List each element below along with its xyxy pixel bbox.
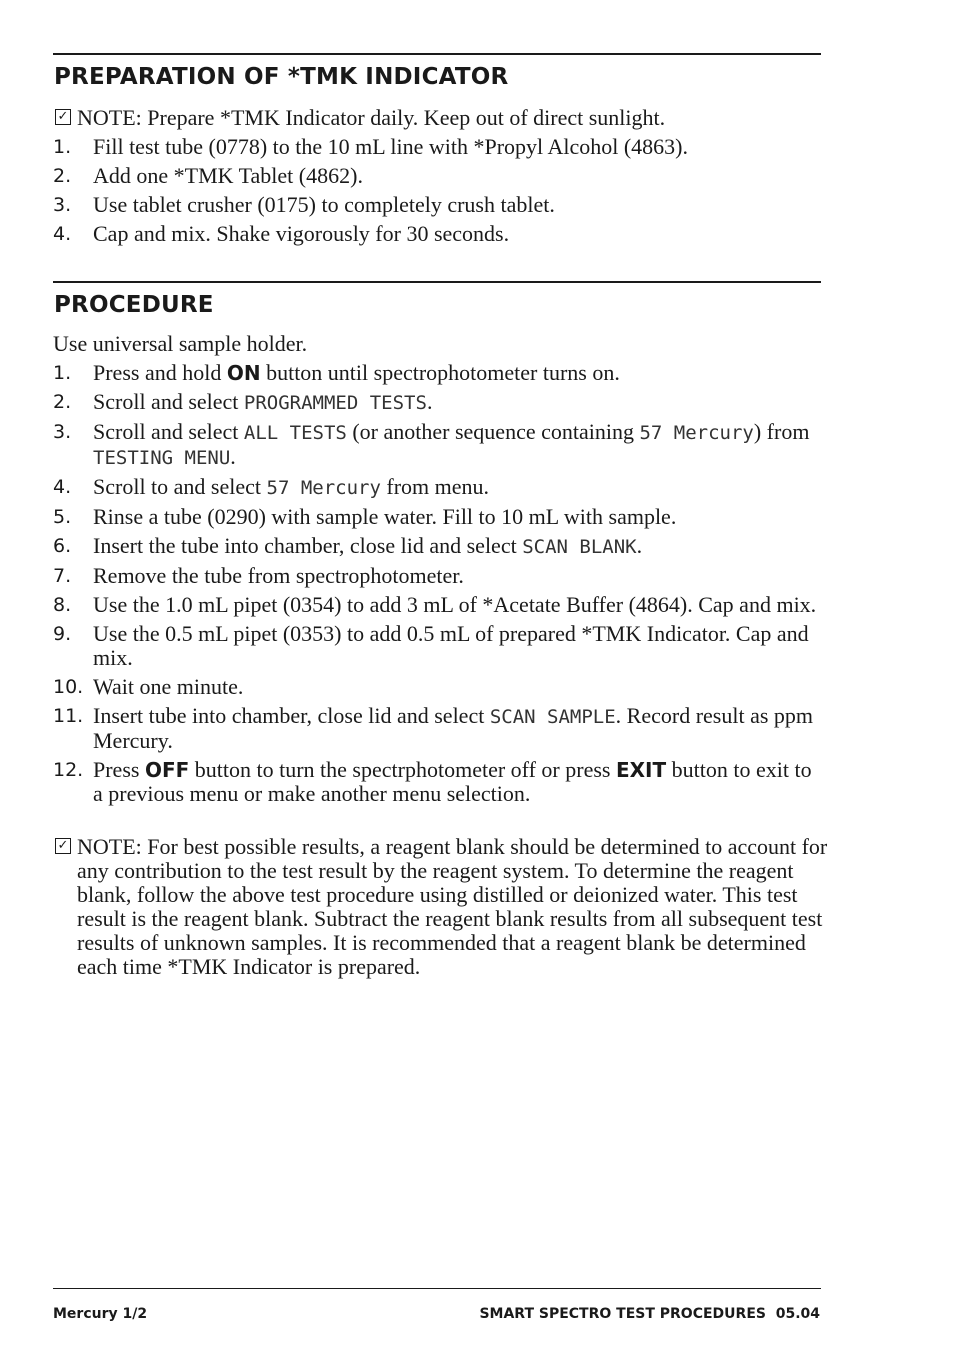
procedure-step <box>53 420 823 470</box>
display-text: SCAN BLANK <box>522 536 637 558</box>
step-text: Cap and mix. Shake vigorously for 30 seconds. <box>93 221 510 246</box>
step-number: 4. <box>53 476 72 498</box>
prep-steps <box>53 135 823 251</box>
step-number: 2. <box>53 165 72 187</box>
procedure-step <box>53 593 823 617</box>
step-text: Scroll and select <box>93 389 244 414</box>
step-text: . <box>636 533 643 558</box>
step-number: 2. <box>53 391 72 413</box>
prep-step <box>53 193 823 217</box>
step-text: Use the 0.5 mL pipet (0353) to add 0.5 mL of prepared *TMK Indicator. Cap and mix. <box>93 621 809 670</box>
procedure-steps <box>53 361 823 811</box>
prep-step <box>53 222 823 246</box>
procedure-note <box>53 835 847 979</box>
step-text: button to turn the spectrphotometer off or press <box>189 757 616 782</box>
procedure-step <box>53 390 823 415</box>
procedure-step <box>53 564 823 588</box>
step-text: Scroll to and select <box>93 474 267 499</box>
step-text: Fill test tube (0778) to the 10 mL line with *Propyl Alcohol (4863). <box>93 134 688 159</box>
step-text: Add one *TMK Tablet (4862). <box>93 163 363 188</box>
step-text: ) from <box>753 419 810 444</box>
step-number: 12. <box>53 759 84 781</box>
step-number: 10. <box>53 676 84 698</box>
procedure-step <box>53 475 823 500</box>
step-number: 7. <box>53 565 72 587</box>
prep-step <box>53 164 823 188</box>
step-text: Press and hold <box>93 360 227 385</box>
step-number: 3. <box>53 421 72 443</box>
procedure-step <box>53 361 823 385</box>
step-number: 6. <box>53 535 72 557</box>
checkbox-icon: ✓ <box>55 109 71 125</box>
step-number: 5. <box>53 506 72 528</box>
step-number: 11. <box>53 705 84 727</box>
display-text: SCAN SAMPLE <box>489 706 616 728</box>
step-text: Press <box>93 757 145 782</box>
step-text: from menu. <box>380 474 490 499</box>
step-number: 9. <box>53 623 72 645</box>
prep-step <box>53 135 823 159</box>
procedure-heading: PROCEDURE <box>54 292 214 318</box>
procedure-step <box>53 622 823 670</box>
step-number: 4. <box>53 223 72 245</box>
display-text: 57 Mercury <box>639 422 754 444</box>
procedure-step <box>53 675 823 699</box>
step-text: (or another sequence containing <box>346 419 640 444</box>
key-label: EXIT <box>615 758 667 782</box>
key-label: OFF <box>144 758 190 782</box>
procedure-step <box>53 758 823 806</box>
display-text: PROGRAMMED TESTS <box>243 392 427 414</box>
step-text: Insert tube into chamber, close lid and select <box>93 703 490 728</box>
procedure-step <box>53 505 823 529</box>
step-text: . <box>426 389 433 414</box>
prep-heading: PREPARATION OF *TMK INDICATOR <box>54 64 509 90</box>
step-text: . Record result as ppm Mercury. <box>93 703 814 753</box>
step-text: Wait one minute. <box>93 674 244 699</box>
key-label: ON <box>226 361 261 385</box>
step-text: Use tablet crusher (0175) to completely crush tablet. <box>93 192 555 217</box>
procedure-step <box>53 534 823 559</box>
prep-note-text: NOTE: Prepare *TMK Indicator daily. Keep out of direct sunlight. <box>77 105 666 130</box>
step-text: Rinse a tube (0290) with sample water. Fill to 10 mL with sample. <box>93 504 677 529</box>
checkbox-icon: ✓ <box>55 838 71 854</box>
step-text: button to exit to a previous menu or make another menu selection. <box>93 757 812 806</box>
step-text: Use the 1.0 mL pipet (0354) to add 3 mL of *Acetate Buffer (4864). Cap and mix. <box>93 592 817 617</box>
top-rule <box>53 53 821 55</box>
step-number: 8. <box>53 594 72 616</box>
procedure-intro: Use universal sample holder. <box>53 331 308 356</box>
step-text: button until spectrophotometer turns on. <box>260 360 620 385</box>
step-number: 1. <box>53 136 72 158</box>
prep-note <box>53 106 847 130</box>
footer-right: SMART SPECTRO TEST PROCEDURES 05.04 <box>479 1306 820 1322</box>
step-text: . <box>230 444 236 469</box>
step-number: 1. <box>53 362 72 384</box>
procedure-note-text: NOTE: For best possible results, a reagent blank should be determined to account for any contribution to the test result by the reagent system. To determine the reagent blank, follow the above test procedure using distilled or deionized water. This test result is the reagent blank. Subtract the reagent blank results from all subsequent test results of unknown samples. It is recommended that a reagent blank be determined each time *TMK Indicator is prepared. <box>77 834 828 979</box>
step-text: Scroll and select <box>93 419 244 444</box>
footer-rule <box>53 1288 821 1289</box>
step-number: 3. <box>53 194 72 216</box>
display-text: 57 Mercury <box>266 477 381 499</box>
footer-left: Mercury 1/2 <box>53 1306 148 1322</box>
step-text: Insert the tube into chamber, close lid and select <box>93 533 523 558</box>
procedure-step <box>53 704 823 753</box>
display-text: ALL TESTS <box>243 422 347 444</box>
display-text: TESTING MENU <box>93 447 231 469</box>
section-rule <box>53 281 821 283</box>
step-text: Remove the tube from spectrophotometer. <box>93 563 464 588</box>
